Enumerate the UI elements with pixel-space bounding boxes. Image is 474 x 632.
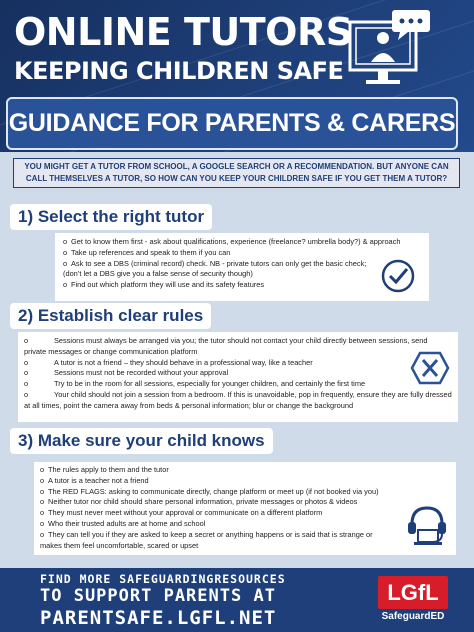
headset-laptop-icon xyxy=(404,502,450,548)
list-item: o Neither tutor nor child should share personal information, private messages or photos & videos xyxy=(40,497,358,507)
list-item: o They must never meet without your approval or communicate on a different platform xyxy=(40,508,323,518)
list-item: o Your child should not join a session from a bedroom. If this is unavoidable, pop in frequently, ensure they are fully dressed at all times, point the camera away from beds & personal information; blur or change the background xyxy=(24,389,452,410)
lgfl-logo-subtitle: SafeguardED xyxy=(381,611,445,622)
list-item: o Sessions must not be recorded without your approval xyxy=(24,368,229,378)
footer-line-3[interactable]: PARENTSAFE.LGFL.NET xyxy=(40,607,277,629)
section-3-card xyxy=(34,462,456,555)
title-line-1: ONLINE TUTORS xyxy=(14,10,353,54)
intro-text: YOU MIGHT GET A TUTOR FROM SCHOOL, A GOOGLE SEARCH OR A RECOMMENDATION. BUT ANYONE CAN CALL THEMSELVES A TUTOR, SO HOW CAN YOU KEEP YOUR CHILDREN SAFE IF YOU GET THEM A TUTOR? xyxy=(13,158,460,188)
section-2-heading: 2) Establish clear rules xyxy=(10,303,211,329)
lgfl-logo: LGfL xyxy=(378,576,448,609)
guidance-banner: GUIDANCE FOR PARENTS & CARERS xyxy=(6,97,458,150)
list-item: o Try to be in the room for all sessions, especially for younger children, and certainly the first time xyxy=(24,379,366,389)
list-item: (don’t let a DBS give you a false sense of security though) xyxy=(63,269,253,279)
list-item: o Sessions must always be arranged via you; the tutor should not contact your child directly between sessions, send private messages or change communication platform xyxy=(24,336,428,356)
section-1-card xyxy=(55,233,429,301)
list-item: o The RED FLAGS: asking to communicate directly, change platform or meet up (if not booked via you) xyxy=(40,486,379,496)
list-item: o They can tell you if they are asked to keep a secret or anything happens or is said that is strange or makes them feel uncomfortable, scared or upset xyxy=(40,529,373,550)
list-item: o Find out which platform they will use and its safety features xyxy=(63,280,265,290)
cross-badge-icon xyxy=(410,350,450,386)
list-item: o Take up references and speak to them if you can xyxy=(63,247,231,257)
footer-line-2: TO SUPPORT PARENTS AT xyxy=(40,586,276,606)
footer-line-1: FIND MORE SAFEGUARDINGRESOURCES xyxy=(40,572,286,586)
list-item: o A tutor is not a friend – they should behave in a professional way, like a teacher xyxy=(24,357,313,367)
check-badge-icon xyxy=(380,258,416,294)
list-item: o A tutor is a teacher not a friend xyxy=(40,475,149,485)
section-3-heading: 3) Make sure your child knows xyxy=(10,428,273,454)
list-item: o Get to know them first - ask about qualifications, experience (freelance? umbrella body?) & approach xyxy=(63,237,401,246)
list-item: o Who their trusted adults are at home and school xyxy=(40,518,206,528)
list-item: o The rules apply to them and the tutor xyxy=(40,465,169,474)
section-2-card xyxy=(18,332,458,422)
title-line-2: KEEPING CHILDREN SAFE xyxy=(14,57,344,85)
section-1-heading: 1) Select the right tutor xyxy=(10,204,212,230)
list-item: o Ask to see a DBS (criminal record) check. NB - private tutors can only get the basic check; xyxy=(63,258,367,268)
online-tutor-computer-icon xyxy=(344,8,434,94)
